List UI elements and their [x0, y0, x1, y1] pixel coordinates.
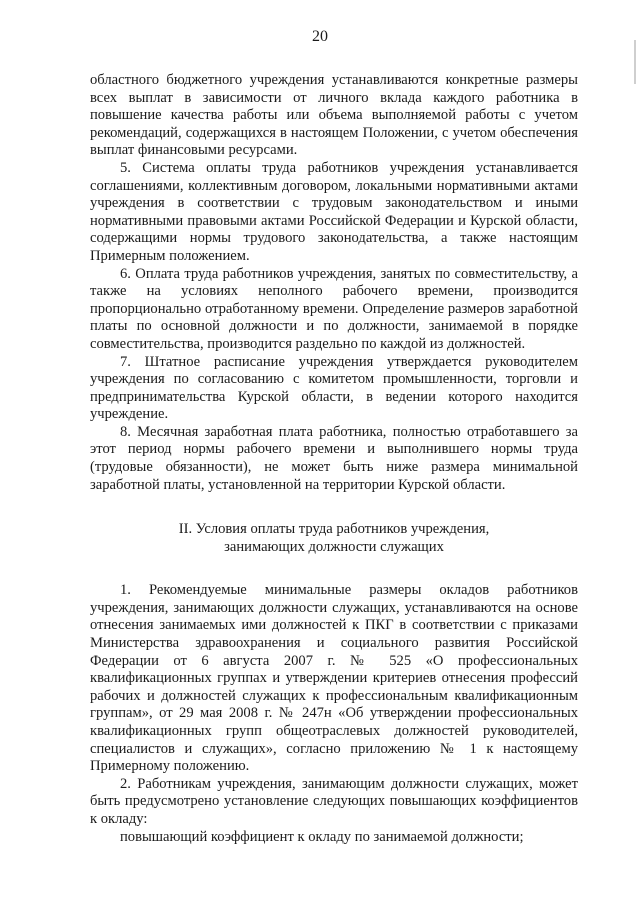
paragraph-section2-item-1: 1. Рекомендуемые минимальные размеры окладов работников учреждения, занимающих должности служащих, устанавливаются на основе отнесения занимаемых ими должностей к ПКГ в соответствии с приказами Министерства здравоохранения и социального развития Российской Федерации от 6 августа 2007 г. № 525 «О профессиональных квалификационных группах и утверждении критериев отнесения профессий рабочих и должностей служащих к профессиональным квалификационным группам», от 29 мая 2008 г. № 247н «Об утверждении профессиональных квалификационных групп общеотраслевых должностей руководителей, специалистов и служащих», согласно приложению № 1 к настоящему Примерному положению. — [90, 582, 578, 775]
section-heading-line-2: занимающих должности служащих — [224, 539, 444, 556]
page-number: 20 — [312, 28, 328, 45]
coefficient-list-item: повышающий коэффициент к окладу по занимаемой должности; — [120, 828, 524, 845]
section-heading-line-1: II. Условия оплаты труда работников учреждения, — [178, 521, 490, 538]
paragraph-item-5: 5. Система оплаты труда работников учреждения устанавливается соглашениями, коллективным договором, локальными нормативными актами учреждения в соответствии с трудовым законодательством и иными нормативными правовыми актами Российской Федерации и Курской области, содержащими нормы трудового законодательства, а также настоящим Примерным положением. — [90, 159, 578, 264]
paragraph-item-8: 8. Месячная заработная плата работника, полностью отработавшего за этот период нормы рабочего времени и выполнившего нормы труда (трудовые обязанности), не может быть ниже размера минимальной заработной платы, установленной на территории Курской области. — [90, 423, 578, 493]
paragraph-item-6: 6. Оплата труда работников учреждения, занятых по совместительству, а также на условиях неполного рабочего времени, производится пропорционально отработанному времени. Определение размеров заработной платы по основной должности и по должности, занимаемой в порядке совместительства, производится раздельно по каждой из должностей. — [90, 265, 578, 352]
document-body — [90, 72, 578, 846]
paragraph-item-7: 7. Штатное расписание учреждения утверждается руководителем учреждения по согласованию с комитетом промышленности, торговли и предпринимательства Курской области, в ведении которого находится учреждение. — [90, 353, 578, 423]
section-heading — [90, 520, 578, 556]
paragraph-continuation: областного бюджетного учреждения устанавливаются конкретные размеры всех выплат в зависимости от личного вклада каждого работника в повышение качества работы или объема выполняемой работы с учетом рекомендаций, содержащихся в настоящем Положении, с учетом обеспечения выплат финансовыми ресурсами. — [90, 72, 578, 159]
paragraph-section2-item-2: 2. Работникам учреждения, занимающим должности служащих, может быть предусмотрено установление следующих повышающих коэффициентов к окладу: — [90, 775, 578, 827]
scan-edge-mark — [634, 40, 636, 84]
